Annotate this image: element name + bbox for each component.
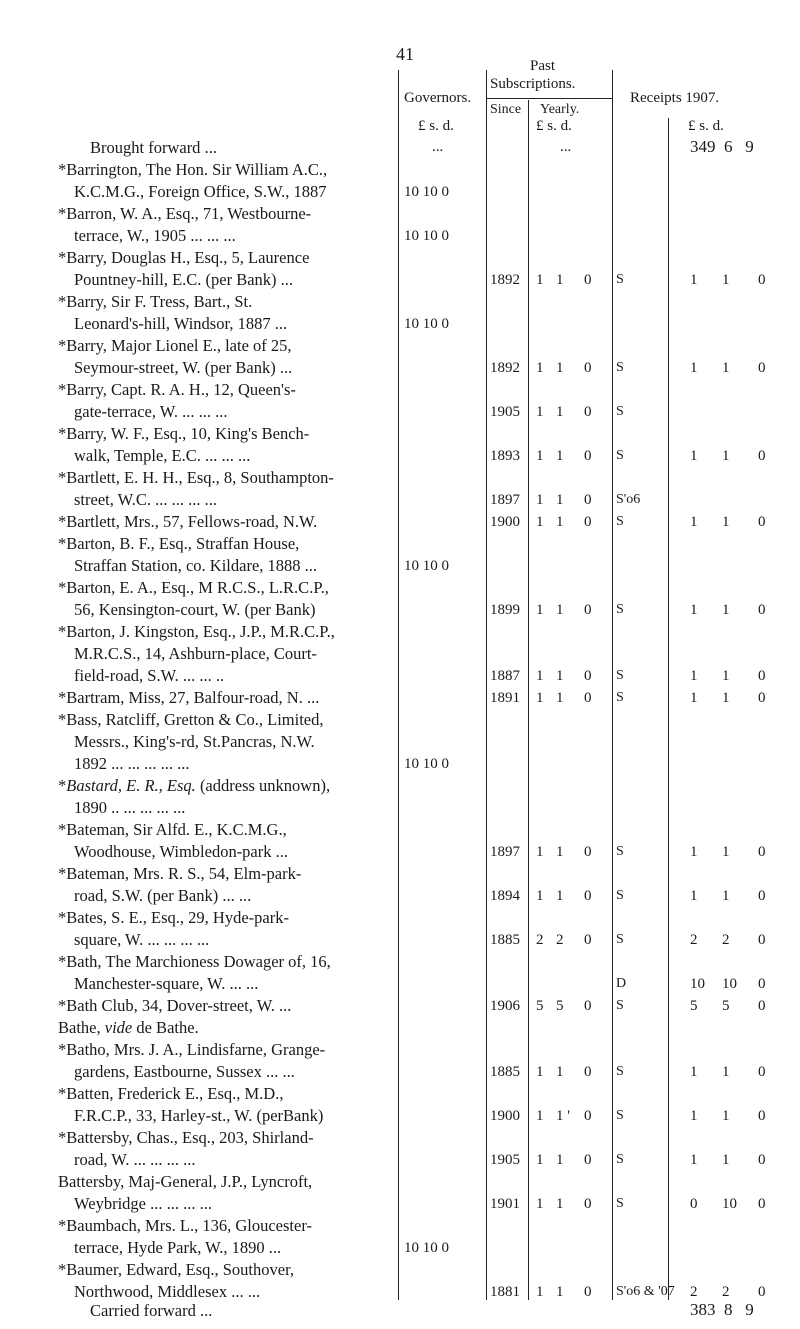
entry-line: *Barry, Douglas H., Esq., 5, Laurence	[58, 248, 310, 267]
brought-forward-yearly: ...	[560, 139, 572, 155]
entry-receipts-s: 1	[722, 1108, 730, 1124]
entry-receipts-d: 0	[758, 360, 766, 376]
column-rule-since	[528, 100, 529, 1300]
entry-line: Woodhouse, Wimbledon-park ...	[74, 842, 289, 861]
entry-receipts-s: 1	[722, 844, 730, 860]
entry-line: *Barton, E. A., Esq., M R.C.S., L.R.C.P.,	[58, 578, 329, 597]
carried-forward-receipts: 383 8 9	[690, 1300, 754, 1319]
entry-line: 1890 .. ... ... ... ...	[74, 798, 186, 817]
entry-yearly-l: 1	[536, 360, 544, 376]
entry-receipts-l: 1	[690, 602, 698, 618]
entry-receipts-s: 1	[722, 360, 730, 376]
entry-receipts-s: 1	[722, 602, 730, 618]
entry-yearly-s: 1	[556, 668, 564, 684]
entry-yearly-s: 1	[556, 1284, 564, 1300]
entry-line: *Bartlett, Mrs., 57, Fellows-road, N.W.	[58, 512, 318, 531]
entry-yearly-s: 2	[556, 932, 564, 948]
entry-vide: vide	[104, 1018, 133, 1037]
entry-line: Manchester-square, W. ... ...	[74, 974, 259, 993]
entry-line: *Barrington, The Hon. Sir William A.C.,	[58, 160, 328, 179]
entry-yearly-l: 1	[536, 1196, 544, 1212]
entry-receipts-s: 1	[722, 690, 730, 706]
entry-line: F.R.C.P., 33, Harley-st., W. (perBank)	[74, 1106, 324, 1125]
entry-yearly-l: 1	[536, 602, 544, 618]
entry-since: 1900	[490, 514, 520, 530]
entry-since: 1906	[490, 998, 520, 1014]
header-past: Past	[530, 58, 556, 74]
entry-line: *Baumbach, Mrs. L., 136, Gloucester-	[58, 1216, 312, 1235]
entry-governors: 10 10 0	[404, 558, 449, 574]
header-rule	[486, 98, 612, 99]
entry-governors: 10 10 0	[404, 316, 449, 332]
entry-receipts-l: 1	[690, 514, 698, 530]
entry-receipts-s: 5	[722, 998, 730, 1014]
column-rule-governors	[486, 70, 487, 1300]
entry-yearly-s: 1	[556, 1152, 564, 1168]
entry-mark: S	[616, 1196, 624, 1211]
entry-receipts-l: 2	[690, 932, 698, 948]
entry-since: 1897	[490, 492, 520, 508]
entry-line: *Bastard, E. R., Esq. (address unknown),	[58, 776, 331, 795]
entry-line: *Battersby, Chas., Esq., 203, Shirland-	[58, 1128, 314, 1147]
entry-yearly-d: 0	[584, 1064, 592, 1080]
entry-yearly-l: 1	[536, 404, 544, 420]
entry-receipts-d: 0	[758, 1196, 766, 1212]
entry-yearly-s: 1	[556, 602, 564, 618]
entry-governors: 10 10 0	[404, 756, 449, 772]
entry-receipts-l: 1	[690, 448, 698, 464]
header-lsd-governors: £ s. d.	[418, 118, 454, 134]
entry-yearly-d: 0	[584, 932, 592, 948]
entry-yearly-d: 0	[584, 1196, 592, 1212]
entry-yearly-d: 0	[584, 1284, 592, 1300]
entry-yearly-l: 1	[536, 888, 544, 904]
entry-receipts-l: 2	[690, 1284, 698, 1300]
entry-yearly-l: 1	[536, 492, 544, 508]
entry-line: *Bath, The Marchioness Dowager of, 16,	[58, 952, 331, 971]
entry-line: *Barton, B. F., Esq., Straffan House,	[58, 534, 300, 553]
entry-receipts-s: 2	[722, 1284, 730, 1300]
entry-receipts-l: 0	[690, 1196, 698, 1212]
entry-mark: S	[616, 602, 624, 617]
entry-line: *Barron, W. A., Esq., 71, Westbourne-	[58, 204, 312, 223]
entry-yearly-l: 1	[536, 668, 544, 684]
entry-receipts-s: 1	[722, 1152, 730, 1168]
entry-line: *Baumer, Edward, Esq., Southover,	[58, 1260, 295, 1279]
entry-receipts-d: 0	[758, 1108, 766, 1124]
brought-forward-receipts: 349 6 9	[690, 137, 754, 156]
entry-line: *Bartlett, E. H. H., Esq., 8, Southampton-	[58, 468, 334, 487]
entry-mark: S	[616, 1152, 624, 1167]
entry-yearly-d: 0	[584, 602, 592, 618]
entry-since: 1899	[490, 602, 520, 618]
entry-mark: S	[616, 888, 624, 903]
entry-line: Pountney-hill, E.C. (per Bank) ...	[74, 270, 294, 289]
entry-since: 1892	[490, 272, 520, 288]
entry-mark: D	[616, 976, 627, 991]
entry-yearly-l: 1	[536, 272, 544, 288]
entry-line: Weybridge ... ... ... ...	[74, 1194, 212, 1213]
entry-line: *Barry, Major Lionel E., late of 25,	[58, 336, 292, 355]
entry-receipts-d: 0	[758, 998, 766, 1014]
entry-receipts-d: 0	[758, 888, 766, 904]
entry-yearly-s: 1	[556, 272, 564, 288]
header-lsd-receipts: £ s. d.	[688, 118, 724, 134]
entry-receipts-d: 0	[758, 1284, 766, 1300]
entry-since: 1881	[490, 1284, 520, 1300]
entry-name-italic: Bastard, E. R., Esq.	[66, 776, 196, 795]
entry-receipts-d: 0	[758, 976, 766, 992]
entry-mark: S	[616, 514, 624, 529]
entry-mark: S	[616, 690, 624, 705]
entry-since: 1905	[490, 404, 520, 420]
entry-yearly-d: 0	[584, 690, 592, 706]
entry-receipts-l: 1	[690, 1064, 698, 1080]
entry-receipts-s: 2	[722, 932, 730, 948]
entry-line: gate-terrace, W. ... ... ...	[74, 402, 228, 421]
entry-receipts-l: 1	[690, 668, 698, 684]
entry-mark: S	[616, 1108, 624, 1123]
entry-yearly-s: 1 '	[556, 1108, 570, 1124]
entry-line: *Barry, W. F., Esq., 10, King's Bench-	[58, 424, 310, 443]
entry-governors: 10 10 0	[404, 1240, 449, 1256]
entry-since: 1891	[490, 690, 520, 706]
entry-yearly-d: 0	[584, 492, 592, 508]
entry-yearly-l: 5	[536, 998, 544, 1014]
entry-yearly-l: 1	[536, 514, 544, 530]
entry-receipts-s: 10	[722, 976, 737, 992]
header-receipts: Receipts 1907.	[630, 90, 720, 106]
entry-mark: S'o6	[616, 492, 641, 507]
entry-receipts-l: 1	[690, 1108, 698, 1124]
entry-line: road, S.W. (per Bank) ... ...	[74, 886, 252, 905]
entry-receipts-d: 0	[758, 668, 766, 684]
entry-receipts-s: 1	[722, 1064, 730, 1080]
entry-mark: S	[616, 360, 624, 375]
entry-line: field-road, S.W. ... ... ..	[74, 666, 225, 685]
carried-forward-label: Carried forward ...	[90, 1301, 213, 1320]
header-subscriptions: Subscriptions.	[490, 76, 576, 92]
entry-line: *Bartram, Miss, 27, Balfour-road, N. ...	[58, 688, 320, 707]
entry-since: 1885	[490, 932, 520, 948]
entry-receipts-s: 1	[722, 888, 730, 904]
entry-yearly-d: 0	[584, 404, 592, 420]
page-number: 41	[396, 44, 414, 64]
entry-receipts-l: 5	[690, 998, 698, 1014]
entry-receipts-d: 0	[758, 690, 766, 706]
entry-yearly-d: 0	[584, 1152, 592, 1168]
entry-mark: S	[616, 272, 624, 287]
entry-yearly-s: 1	[556, 360, 564, 376]
entry-mark: S	[616, 844, 624, 859]
entry-receipts-d: 0	[758, 272, 766, 288]
entry-line: Leonard's-hill, Windsor, 1887 ...	[74, 314, 288, 333]
entry-receipts-s: 10	[722, 1196, 737, 1212]
entry-yearly-s: 1	[556, 1196, 564, 1212]
entry-line: M.R.C.S., 14, Ashburn-place, Court-	[74, 644, 317, 663]
entry-yearly-l: 1	[536, 690, 544, 706]
entry-receipts-s: 1	[722, 272, 730, 288]
entry-line: Battersby, Maj-General, J.P., Lyncroft,	[58, 1172, 313, 1191]
entry-mark: S	[616, 668, 624, 683]
entry-yearly-s: 1	[556, 844, 564, 860]
entry-since: 1900	[490, 1108, 520, 1124]
entry-yearly-d: 0	[584, 272, 592, 288]
entry-line: *Bass, Ratcliff, Gretton & Co., Limited,	[58, 710, 324, 729]
entry-yearly-l: 1	[536, 844, 544, 860]
entry-yearly-l: 1	[536, 1152, 544, 1168]
entry-governors: 10 10 0	[404, 184, 449, 200]
header-governors: Governors.	[404, 90, 472, 106]
entry-line: *Bateman, Mrs. R. S., 54, Elm-park-	[58, 864, 302, 883]
entry-line: terrace, W., 1905 ... ... ...	[74, 226, 236, 245]
entry-yearly-l: 1	[536, 448, 544, 464]
entry-yearly-l: 1	[536, 1284, 544, 1300]
entry-yearly-d: 0	[584, 514, 592, 530]
entry-receipts-d: 0	[758, 844, 766, 860]
entry-line: 56, Kensington-court, W. (per Bank)	[74, 600, 316, 619]
entry-line: *Bateman, Sir Alfd. E., K.C.M.G.,	[58, 820, 287, 839]
entry-mark: S	[616, 998, 624, 1013]
entry-line: Bathe, vide de Bathe.	[58, 1018, 199, 1037]
entry-receipts-d: 0	[758, 514, 766, 530]
entry-mark: S	[616, 404, 624, 419]
entry-yearly-l: 1	[536, 1108, 544, 1124]
column-rule-yearly	[612, 70, 613, 1300]
entry-since: 1894	[490, 888, 520, 904]
entry-yearly-s: 1	[556, 448, 564, 464]
entry-line: terrace, Hyde Park, W., 1890 ...	[74, 1238, 282, 1257]
column-rule-names	[398, 70, 399, 1300]
entry-yearly-s: 5	[556, 998, 564, 1014]
entry-yearly-s: 1	[556, 514, 564, 530]
brought-forward-label: Brought forward ...	[90, 138, 217, 157]
entry-receipts-d: 0	[758, 1152, 766, 1168]
entry-receipts-l: 1	[690, 888, 698, 904]
entry-governors: 10 10 0	[404, 228, 449, 244]
column-rule-receipts	[668, 118, 669, 1300]
entry-line: gardens, Eastbourne, Sussex ... ...	[74, 1062, 295, 1081]
entry-yearly-d: 0	[584, 1108, 592, 1124]
entry-receipts-d: 0	[758, 448, 766, 464]
entry-yearly-s: 1	[556, 1064, 564, 1080]
entry-yearly-l: 1	[536, 1064, 544, 1080]
entry-since: 1893	[490, 448, 520, 464]
entry-receipts-l: 1	[690, 272, 698, 288]
entry-line: *Bates, S. E., Esq., 29, Hyde-park-	[58, 908, 289, 927]
entry-mark: S	[616, 448, 624, 463]
entry-line: square, W. ... ... ... ...	[74, 930, 210, 949]
entry-receipts-l: 1	[690, 360, 698, 376]
entry-yearly-d: 0	[584, 998, 592, 1014]
header-since: Since	[490, 102, 522, 117]
entry-receipts-d: 0	[758, 1064, 766, 1080]
header-lsd-yearly: £ s. d.	[536, 118, 572, 134]
entry-since: 1887	[490, 668, 520, 684]
entry-yearly-s: 1	[556, 888, 564, 904]
entry-line: *Batho, Mrs. J. A., Lindisfarne, Grange-	[58, 1040, 326, 1059]
entry-line: *Barry, Capt. R. A. H., 12, Queen's-	[58, 380, 296, 399]
entry-since: 1905	[490, 1152, 520, 1168]
entry-yearly-d: 0	[584, 448, 592, 464]
entry-yearly-s: 1	[556, 404, 564, 420]
entry-yearly-d: 0	[584, 360, 592, 376]
entry-receipts-s: 1	[722, 514, 730, 530]
entry-mark: S	[616, 1064, 624, 1079]
entry-receipts-s: 1	[722, 448, 730, 464]
entry-line: *Bath Club, 34, Dover-street, W. ...	[58, 996, 292, 1015]
entry-line: walk, Temple, E.C. ... ... ...	[74, 446, 251, 465]
entry-yearly-l: 2	[536, 932, 544, 948]
entry-receipts-l: 10	[690, 976, 705, 992]
entry-since: 1901	[490, 1196, 520, 1212]
entry-receipts-s: 1	[722, 668, 730, 684]
entry-receipts-l: 1	[690, 1152, 698, 1168]
entry-yearly-s: 1	[556, 492, 564, 508]
entry-line: K.C.M.G., Foreign Office, S.W., 1887	[74, 182, 327, 201]
entry-since: 1885	[490, 1064, 520, 1080]
header-yearly: Yearly.	[540, 102, 580, 117]
entry-line: *Batten, Frederick E., Esq., M.D.,	[58, 1084, 284, 1103]
entry-yearly-d: 0	[584, 844, 592, 860]
entry-receipts-d: 0	[758, 602, 766, 618]
entry-line: *Barry, Sir F. Tress, Bart., St.	[58, 292, 253, 311]
entry-receipts-l: 1	[690, 844, 698, 860]
entry-line: street, W.C. ... ... ... ...	[74, 490, 217, 509]
entry-yearly-d: 0	[584, 888, 592, 904]
entry-receipts-l: 1	[690, 690, 698, 706]
entry-receipts-d: 0	[758, 932, 766, 948]
entry-line: road, W. ... ... ... ...	[74, 1150, 196, 1169]
brought-forward-governors: ...	[432, 139, 444, 155]
entry-since: 1892	[490, 360, 520, 376]
entry-line: Messrs., King's-rd, St.Pancras, N.W.	[74, 732, 315, 751]
entry-line: Straffan Station, co. Kildare, 1888 ...	[74, 556, 318, 575]
entry-since: 1897	[490, 844, 520, 860]
entry-line: *Barton, J. Kingston, Esq., J.P., M.R.C.P.,	[58, 622, 335, 641]
entry-line: 1892 ... ... ... ... ...	[74, 754, 190, 773]
entry-mark: S	[616, 932, 624, 947]
entry-mark: S'o6 & '07	[616, 1284, 675, 1299]
entry-yearly-d: 0	[584, 668, 592, 684]
entry-line: Northwood, Middlesex ... ...	[74, 1282, 261, 1301]
entry-yearly-s: 1	[556, 690, 564, 706]
entry-line: Seymour-street, W. (per Bank) ...	[74, 358, 293, 377]
